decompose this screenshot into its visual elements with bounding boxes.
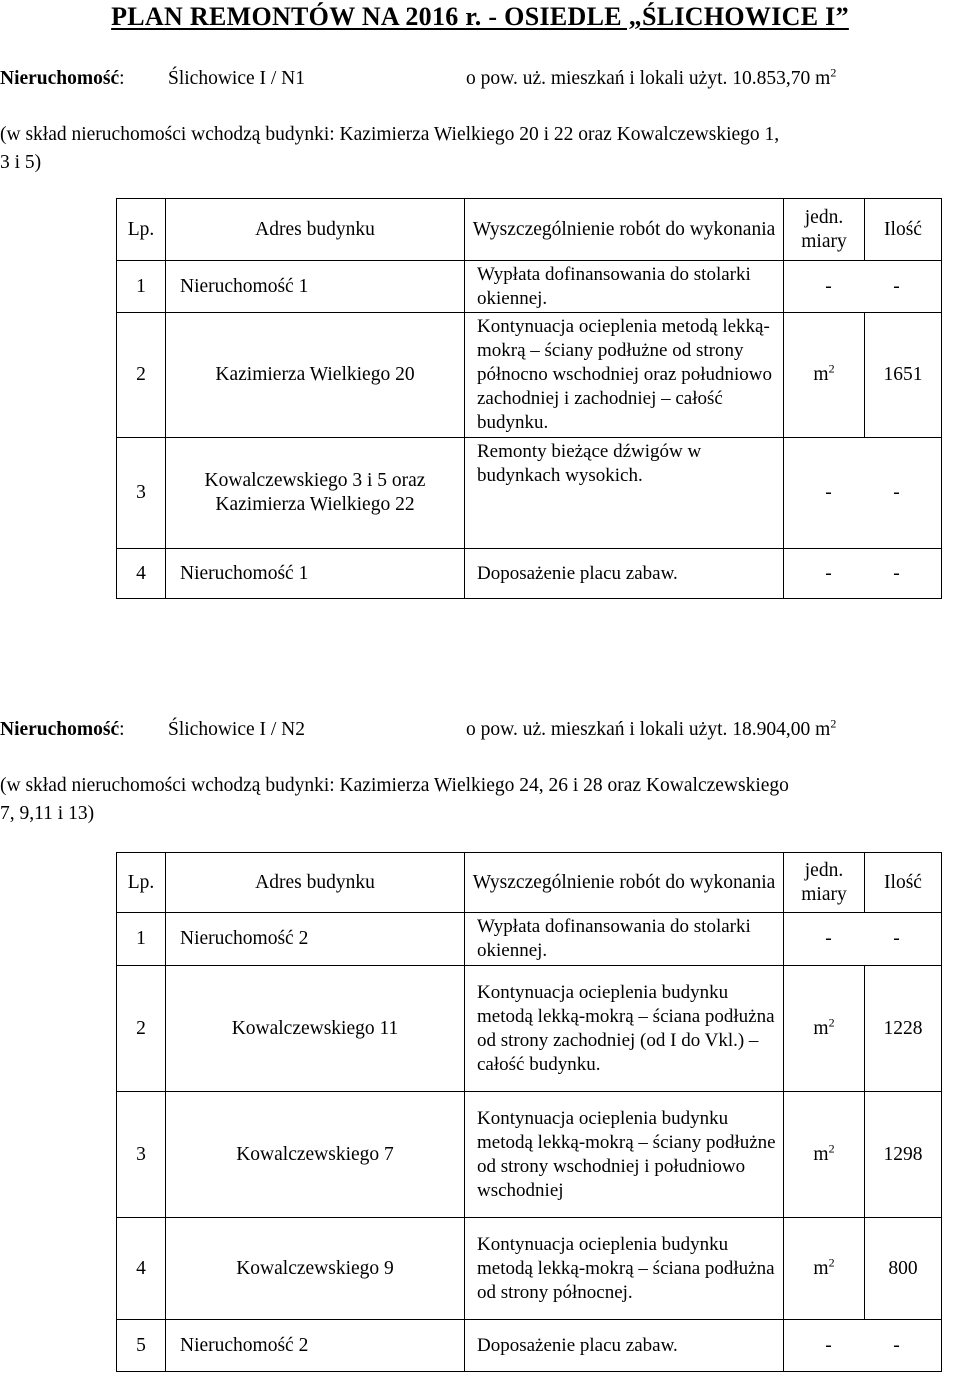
table-row: 4 Nieruchomość 1 Doposażenie placu zabaw. - - xyxy=(117,549,942,599)
table-row: 2 Kowalczewskiego 11 Kontynuacja ocieplenia budynku metodą lekką-mokrą – ściana podłużna od strony zachodniej (od I do Vkl.) – całość budynku. $m^2$ 1228 xyxy=(117,966,942,1092)
page-title: PLAN REMONTÓW NA 2016 r. - OSIEDLE „ŚLICHOWICE I” xyxy=(111,2,849,31)
col-header-lp: Lp. xyxy=(117,853,166,913)
table-row: 2 Kazimierza Wielkiego 20 Kontynuacja ocieplenia metodą lekką-mokrą – ściany podłużne od strony północno wschodniej oraz południowo zachodniej i zachodniej – całość budynku. $m^2$ 1651 xyxy=(117,313,942,438)
works-table-n1 xyxy=(116,198,942,599)
col-header-qty: Ilość xyxy=(865,199,942,261)
property-name-n2: Ślichowice I / N2 xyxy=(168,719,306,740)
buildings-list-n1-cont: 3 i 5) xyxy=(0,152,42,173)
buildings-list-n2-cont: 7, 9,11 i 13) xyxy=(0,803,95,824)
table-row: 4 Kowalczewskiego 9 Kontynuacja ocieplenia budynku metodą lekką-mokrą – ściana podłużna od strony północnej. $m^2$ 800 xyxy=(117,1218,942,1320)
buildings-list-n2: (w skład nieruchomości wchodzą budynki: Kazimierza Wielkiego 24, 26 i 28 oraz Kowalczewskiego xyxy=(0,775,789,796)
buildings-list-n1: (w skład nieruchomości wchodzą budynki: Kazimierza Wielkiego 20 i 22 oraz Kowalczewskiego 1, xyxy=(0,124,780,145)
col-header-unit: jedn. miary xyxy=(784,853,865,913)
property-heading-n1: Nieruchomość: xyxy=(0,68,125,89)
table-row: 1 Nieruchomość 2 Wypłata dofinansowania do stolarki okiennej. - - xyxy=(117,913,942,966)
works-table-n2 xyxy=(116,852,942,1372)
table-row: 3 Kowalczewskiego 3 i 5 oraz Kazimierza Wielkiego 22 Remonty bieżące dźwigów w budynkach wysokich. - - xyxy=(117,438,942,549)
col-header-work: Wyszczególnienie robót do wykonania xyxy=(465,853,784,913)
property-area-n2: o pow. uż. mieszkań i lokali użyt. 18.904,00 $m^2$ xyxy=(466,716,837,740)
col-header-lp: Lp. xyxy=(117,199,166,261)
property-heading-n2: Nieruchomość: xyxy=(0,719,125,740)
col-header-work: Wyszczególnienie robót do wykonania xyxy=(465,199,784,261)
col-header-qty: Ilość xyxy=(865,853,942,913)
col-header-address: Adres budynku xyxy=(166,853,465,913)
table-row: 3 Kowalczewskiego 7 Kontynuacja ocieplenia budynku metodą lekką-mokrą – ściany podłużne od strony wschodniej i południowo wschodniej $m^2$ 1298 xyxy=(117,1092,942,1218)
property-area-n1: o pow. uż. mieszkań i lokali użyt. 10.853,70 $m^2$ xyxy=(466,65,837,89)
table-row: 1 Nieruchomość 1 Wypłata dofinansowania do stolarki okiennej. - - xyxy=(117,261,942,313)
col-header-address: Adres budynku xyxy=(166,199,465,261)
table-row: 5 Nieruchomość 2 Doposażenie placu zabaw. - - xyxy=(117,1320,942,1372)
property-name-n1: Ślichowice I / N1 xyxy=(168,68,306,89)
col-header-unit: jedn. miary xyxy=(784,199,865,261)
